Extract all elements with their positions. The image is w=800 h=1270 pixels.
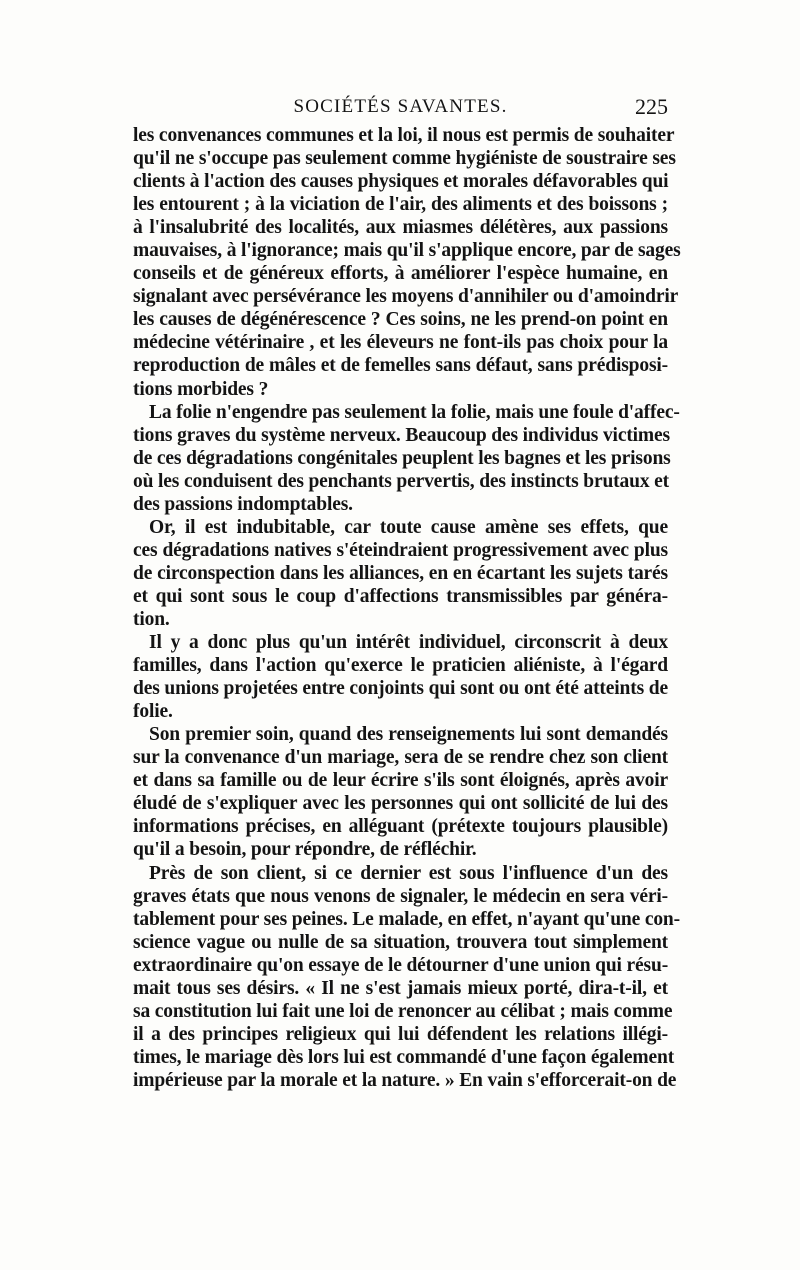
text-line: tions graves du système nerveux. Beaucoup des individus victimes: [133, 424, 670, 446]
text-line: ces dégradations natives s'éteindraient progressivement avec plus: [133, 539, 668, 561]
text-line: informations précises, en alléguant (prétexte toujours plausible): [133, 816, 668, 838]
text-line: science vague ou nulle de sa situation, trouvera tout simplement: [133, 931, 668, 953]
text-line: de circonspection dans les alliances, en en écartant les sujets tarés: [133, 562, 668, 584]
running-title: SOCIÉTÉS SAVANTES.: [293, 96, 508, 117]
text-line: clients à l'action des causes physiques et morales défavorables qui: [133, 171, 669, 193]
text-line: qu'il a besoin, pour répondre, de réfléchir.: [133, 839, 477, 861]
text-line: conseils et de généreux efforts, à améliorer l'espèce humaine, en: [133, 263, 668, 285]
text-line: les entourent ; à la viciation de l'air, des aliments et des boissons ;: [133, 194, 668, 216]
text-line: à l'insalubrité des localités, aux miasmes délétères, aux passions: [133, 217, 668, 239]
text-line: éludé de s'expliquer avec les personnes qui ont sollicité de lui des: [133, 793, 668, 815]
text-line: mait tous ses désirs. « Il ne s'est jamais mieux porté, dira-t-il, et: [133, 977, 668, 999]
running-head: [133, 92, 668, 122]
text-line: tions morbides ?: [133, 378, 269, 400]
text-line: tablement pour ses peines. Le malade, en effet, n'ayant qu'une con-: [133, 908, 680, 930]
text-line: où les conduisent des penchants pervertis, des instincts brutaux et: [133, 470, 669, 492]
text-line: médecine vétérinaire , et les éleveurs ne font-ils pas choix pour la: [133, 332, 668, 354]
text-line: extraordinaire qu'on essaye de le détourner d'une union qui résu-: [133, 954, 669, 976]
text-line: de ces dégradations congénitales peuplent les bagnes et les prisons: [133, 447, 671, 469]
text-line: La folie n'engendre pas seulement la folie, mais une foule d'affec-: [149, 401, 680, 423]
text-line: les causes de dégénérescence ? Ces soins, ne les prend-on point en: [133, 309, 668, 331]
text-line: familles, dans l'action qu'exerce le praticien aliéniste, à l'égard: [133, 655, 668, 677]
text-line: il a des principes religieux qui lui défendent les relations illégi-: [133, 1023, 668, 1045]
text-line: mauvaises, à l'ignorance; mais qu'il s'applique encore, par de sages: [133, 240, 681, 262]
text-line: Près de son client, si ce dernier est sous l'influence d'un des: [149, 862, 668, 884]
text-line: signalant avec persévérance les moyens d'annihiler ou d'amoindrir: [133, 286, 679, 308]
text-line: reproduction de mâles et de femelles sans défaut, sans prédisposi-: [133, 355, 668, 377]
text-line: et dans sa famille ou de leur écrire s'ils sont éloignés, après avoir: [133, 770, 668, 792]
text-line: les convenances communes et la loi, il nous est permis de souhaiter: [133, 125, 675, 146]
text-line: des unions projetées entre conjoints qui sont ou ont été atteints de: [133, 678, 668, 700]
text-line: graves états que nous venons de signaler, le médecin en sera véri-: [133, 885, 668, 907]
text-line: Son premier soin, quand des renseignements lui sont demandés: [149, 724, 668, 746]
text-line: folie.: [133, 701, 173, 723]
text-line: des passions indomptables.: [133, 493, 353, 515]
text-line: qu'il ne s'occupe pas seulement comme hygiéniste de soustraire ses: [133, 148, 676, 170]
text-line: times, le mariage dès lors lui est commandé d'une façon également: [133, 1046, 675, 1068]
text-line: tion.: [133, 608, 170, 630]
text-line: sa constitution lui fait une loi de renoncer au célibat ; mais comme: [133, 1000, 673, 1022]
body-text: [133, 124, 681, 1092]
text-line: et qui sont sous le coup d'affections transmissibles par généra-: [133, 585, 668, 607]
text-line: sur la convenance d'un mariage, sera de se rendre chez son client: [133, 747, 668, 769]
text-line: Or, il est indubitable, car toute cause amène ses effets, que: [149, 516, 668, 538]
page-number: 225: [635, 94, 668, 119]
text-line: Il y a donc plus qu'un intérêt individuel, circonscrit à deux: [149, 632, 668, 654]
text-line: impérieuse par la morale et la nature. » En vain s'efforcerait-on de: [133, 1069, 677, 1091]
